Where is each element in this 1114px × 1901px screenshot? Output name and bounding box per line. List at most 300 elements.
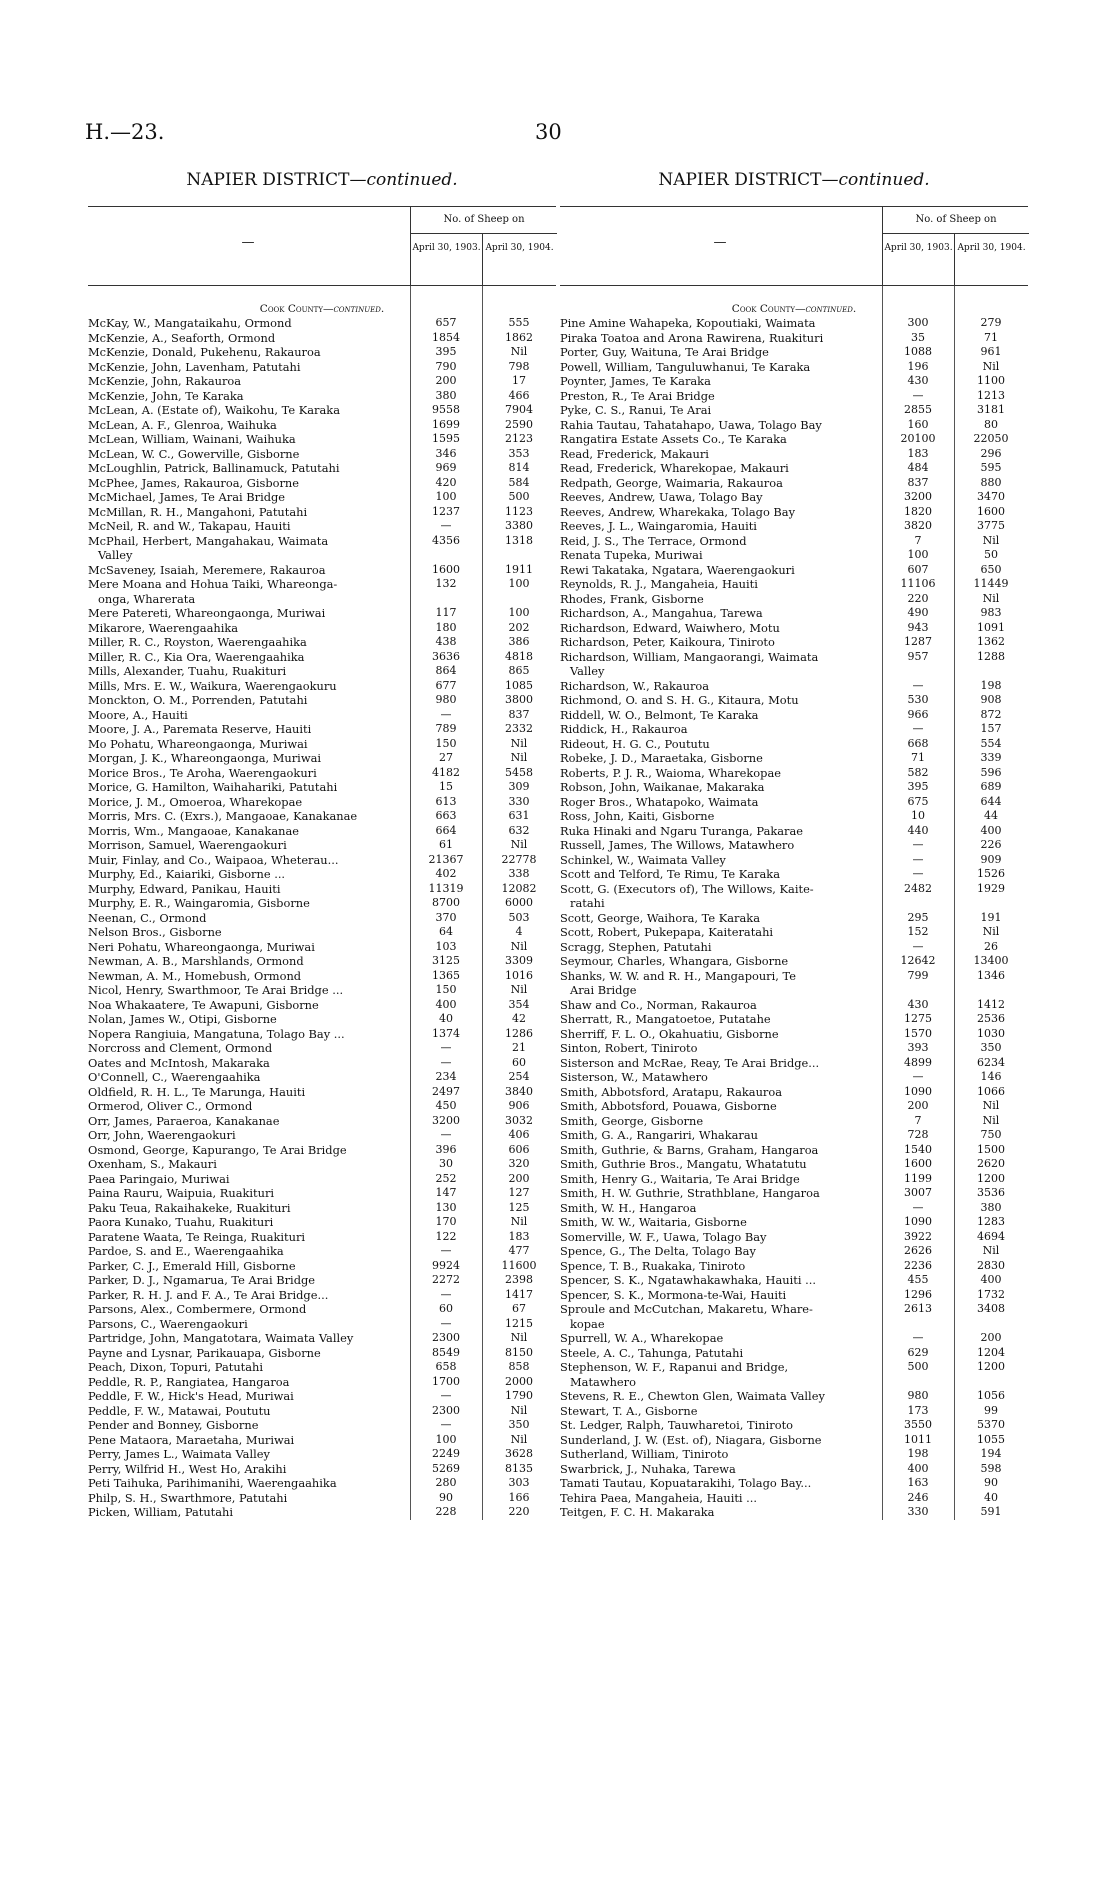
owner-name: Parsons, Alex., Combermere, Ormond	[88, 1302, 307, 1316]
table-row	[560, 1288, 1028, 1303]
table-row	[88, 693, 556, 708]
owner-name: Smith, Abbotsford, Aratapu, Rakauroa	[560, 1084, 782, 1099]
sheep-1904: 1929	[977, 881, 1005, 895]
sheep-1903: —	[912, 939, 924, 953]
owner-name: Pender and Bonney, Gisborne	[88, 1418, 259, 1432]
table-row	[560, 1476, 1028, 1491]
table-row	[560, 403, 1028, 418]
sheep-1904: 1526	[977, 867, 1005, 880]
left-column	[88, 168, 556, 1520]
sheep-1903: 2497	[432, 1084, 460, 1098]
table-row	[560, 534, 1028, 549]
table-row	[560, 592, 1028, 607]
owner-name: Paina Rauru, Waipuia, Ruakituri	[88, 1186, 275, 1200]
sheep-1903: 980	[907, 1389, 929, 1402]
sheep-1903: 3636	[432, 649, 460, 663]
owner-name: McLean, William, Wainani, Waihuka	[88, 432, 296, 446]
sheep-1903: —	[440, 1128, 452, 1141]
owner-name: Paratene Waata, Te Reinga, Ruakituri	[88, 1229, 306, 1244]
sheep-1904: 8135	[505, 1461, 533, 1475]
sheep-1904: 5370	[977, 1418, 1005, 1431]
sheep-1904: 44	[984, 809, 998, 822]
sheep-1904: 4	[515, 925, 523, 938]
sheep-1903: 130	[435, 1200, 457, 1214]
table-row	[560, 1404, 1028, 1419]
sheep-1904: 80	[984, 417, 998, 431]
table-row	[88, 432, 556, 447]
owner-name: Moore, J. A., Paremata Reserve, Hauiti	[88, 722, 312, 736]
table-body	[88, 316, 556, 1520]
table-row	[88, 983, 556, 998]
owner-name: Riddell, W. O., Belmont, Te Karaka	[560, 707, 759, 722]
sheep-1903: 1854	[432, 330, 460, 344]
sheep-1903: 1600	[432, 562, 460, 576]
owner-name: Smith, Guthrie, & Barns, Graham, Hangaroa	[560, 1142, 819, 1157]
owner-name: Morice Bros., Te Aroha, Waerengaokuri	[88, 765, 317, 780]
sheep-1904: 11600	[501, 1258, 537, 1272]
table-row	[88, 447, 556, 462]
owner-name: Schinkel, W., Waimata Valley	[560, 852, 726, 867]
table-row	[88, 795, 556, 810]
sheep-1903: 1595	[432, 432, 460, 445]
sheep-1903: 11319	[428, 881, 464, 895]
sheep-1904: 3775	[977, 519, 1005, 532]
sheep-1904: 961	[980, 345, 1002, 358]
sheep-1903: 15	[439, 780, 453, 793]
owner-name: Arai Bridge	[570, 983, 637, 997]
owner-name: Spencer, S. K., Ngatawhakawhaka, Hauiti ...	[560, 1273, 816, 1287]
sheep-1903: 1090	[904, 1215, 932, 1228]
table-row	[560, 563, 1028, 578]
table-row	[88, 722, 556, 737]
table-row	[560, 1056, 1028, 1071]
sheep-1903: 1365	[432, 968, 460, 982]
table-row	[560, 954, 1028, 969]
sheep-1903: 64	[439, 925, 453, 938]
owner-name: Morris, Wm., Mangaoae, Kanakanae	[88, 823, 300, 838]
header-group: No. of Sheep on	[410, 207, 557, 234]
owner-name: Rideout, H. G. C., Poututu	[560, 736, 710, 751]
owner-name: Norcross and Clement, Ormond	[88, 1041, 273, 1055]
sheep-1903: 613	[435, 794, 457, 808]
sheep-1904: Nil	[510, 1215, 528, 1228]
owner-name: Pyke, C. S., Ranui, Te Arai	[560, 403, 712, 417]
owner-name: Sherriff, F. L. O., Okahuatiu, Gisborne	[560, 1026, 779, 1041]
district-name: NAPIER DISTRICT	[186, 170, 350, 190]
table-row	[88, 519, 556, 534]
sheep-1904: 632	[508, 823, 530, 837]
owner-name: Smith, Guthrie Bros., Mangatu, Whatatutu	[560, 1157, 807, 1171]
sheep-1903: 8549	[432, 1345, 460, 1359]
table-row	[88, 882, 556, 897]
sheep-1904: 22778	[501, 852, 537, 866]
sheep-1903: 61	[439, 838, 453, 851]
table-row	[560, 519, 1028, 534]
sheep-1904: 3309	[505, 954, 533, 967]
sheep-1904: 100	[508, 577, 530, 590]
sheep-1904: 3181	[977, 403, 1005, 416]
owner-name: Roger Bros., Whatapoko, Waimata	[560, 794, 759, 809]
sheep-1903: 393	[907, 1041, 929, 1054]
sheep-1904: 584	[508, 475, 530, 489]
sheep-1904: 183	[508, 1229, 530, 1243]
sheep-1903: 2300	[432, 1403, 460, 1417]
owner-name: Richardson, William, Mangaorangi, Waimata	[560, 649, 819, 664]
sheep-1904: 353	[508, 446, 530, 460]
sheep-1904: 127	[508, 1186, 530, 1199]
owner-name: Sutherland, William, Tiniroto	[560, 1447, 729, 1461]
table-row	[560, 1172, 1028, 1187]
sheep-1903: 582	[907, 765, 929, 779]
sheep-1904: 279	[980, 316, 1002, 329]
table-row	[88, 1360, 556, 1375]
owner-name: Morrison, Samuel, Waerengaokuri	[88, 838, 287, 852]
sheep-1904	[954, 1375, 1028, 1390]
sheep-1903: 629	[907, 1345, 929, 1359]
table-row	[88, 476, 556, 491]
sheep-1904: 220	[508, 1505, 530, 1518]
sheep-1903: 380	[435, 388, 457, 402]
sheep-1903: 2626	[904, 1244, 932, 1257]
owner-name: Teitgen, F. C. H. Makaraka	[560, 1505, 715, 1519]
table-row	[560, 998, 1028, 1013]
sheep-1904: 125	[508, 1200, 530, 1214]
table-row	[560, 882, 1028, 897]
table-row	[88, 1259, 556, 1274]
owner-name: Mills, Alexander, Tuahu, Ruakituri	[88, 664, 287, 678]
table-row	[560, 809, 1028, 824]
table-row	[560, 1099, 1028, 1114]
owner-name: Poynter, James, Te Karaka	[560, 374, 711, 388]
owner-name: Morris, Mrs. C. (Exrs.), Mangaoae, Kanakanae	[88, 809, 358, 823]
owner-name: Valley	[98, 548, 133, 562]
sheep-1903: 438	[435, 635, 457, 648]
table-row	[88, 1230, 556, 1245]
sheep-1904: 11449	[973, 577, 1009, 590]
table-row	[560, 1157, 1028, 1172]
sheep-1904: 837	[508, 707, 530, 721]
sheep-1904: 1066	[977, 1084, 1005, 1098]
sheep-1903: 60	[439, 1302, 453, 1315]
owner-name: Robeke, J. D., Maraetaka, Gisborne	[560, 751, 763, 765]
sheep-1904	[954, 664, 1028, 679]
sheep-1903: 789	[435, 722, 457, 735]
sheep-1904: 354	[508, 997, 530, 1011]
table-row	[560, 722, 1028, 737]
table-row	[560, 447, 1028, 462]
owner-name: Miller, R. C., Kia Ora, Waerengaahika	[88, 649, 305, 664]
sheep-1904: 865	[508, 664, 530, 677]
sheep-1903: 790	[435, 359, 457, 373]
table-row	[88, 635, 556, 650]
sheep-1903: 1199	[904, 1171, 932, 1185]
owner-name: Peddle, F. W., Hick's Head, Muriwai	[88, 1389, 294, 1403]
sheep-1903: 1600	[904, 1157, 932, 1170]
owner-name: Murphy, E. R., Waingaromia, Gisborne	[88, 896, 310, 910]
owner-name: Tamati Tautau, Kopuatarakihi, Tolago Bay...	[560, 1476, 812, 1490]
sheep-1904	[482, 548, 556, 563]
table-row	[560, 1491, 1028, 1506]
table-body	[560, 316, 1028, 1520]
sheep-1903: 117	[435, 606, 457, 619]
sheep-1904: 1204	[977, 1345, 1005, 1359]
table-row	[560, 418, 1028, 433]
owner-name: Sproule and McCutchan, Makaretu, Whare-	[560, 1302, 813, 1316]
sheep-1903: 200	[435, 374, 457, 387]
owner-name: Miller, R. C., Royston, Waerengaahika	[88, 635, 307, 649]
sheep-1903: 200	[907, 1099, 929, 1112]
owner-name: O'Connell, C., Waerengaahika	[88, 1070, 261, 1084]
table-row	[88, 1201, 556, 1216]
sheep-1903: 1275	[904, 1012, 932, 1025]
table-row	[88, 1462, 556, 1477]
section-heading	[560, 302, 1028, 316]
table-row	[560, 389, 1028, 404]
sheep-1904: 477	[508, 1244, 530, 1257]
sheep-1904: 598	[980, 1461, 1002, 1475]
owner-name: Ruka Hinaki and Ngaru Turanga, Pakarae	[560, 823, 804, 838]
owner-name: McSaveney, Isaiah, Meremere, Rakauroa	[88, 562, 326, 577]
sheep-1903: —	[440, 1316, 452, 1330]
owner-name: Pene Mataora, Maraetaha, Muriwai	[88, 1432, 295, 1447]
sheep-1904: 1123	[505, 504, 533, 518]
table-row	[88, 838, 556, 853]
sheep-1904: 3470	[977, 490, 1005, 503]
table-row	[88, 824, 556, 839]
table-row	[560, 1273, 1028, 1288]
sheep-1903: 40	[439, 1012, 453, 1025]
sheep-1903: 7	[914, 1113, 922, 1127]
owner-name: Renata Tupeka, Muriwai	[560, 548, 703, 562]
sheep-1903: 658	[435, 1360, 457, 1373]
table-row	[88, 1157, 556, 1172]
table-row	[88, 1418, 556, 1433]
owner-name: Payne and Lysnar, Parikauapa, Gisborne	[88, 1345, 321, 1360]
header-group: No. of Sheep on	[882, 207, 1029, 234]
owner-name: Pine Amine Wahapeka, Kopoutiaki, Waimata	[560, 316, 816, 330]
table-row	[88, 969, 556, 984]
table-row	[560, 983, 1028, 998]
table-row	[88, 505, 556, 520]
sheep-1903: 3820	[904, 519, 932, 532]
sheep-1903: 3922	[904, 1229, 932, 1243]
sheep-1903: 969	[435, 461, 457, 474]
sheep-1903: 1700	[432, 1374, 460, 1388]
sheep-1903: —	[912, 388, 924, 402]
sheep-1904: Nil	[510, 939, 528, 953]
sheep-1903: 3125	[432, 954, 460, 967]
sheep-1904: 386	[508, 635, 530, 648]
sheep-1904: 814	[508, 461, 530, 474]
table-row	[560, 1230, 1028, 1245]
sheep-1903: 370	[435, 910, 457, 924]
table-row	[88, 766, 556, 781]
sheep-1904: 157	[980, 722, 1002, 735]
sheep-1904: 303	[508, 1476, 530, 1489]
sheep-1904: 26	[984, 939, 998, 953]
owner-name: McKenzie, Donald, Pukehenu, Rakauroa	[88, 345, 321, 359]
owner-name: Robson, John, Waikanae, Makaraka	[560, 780, 765, 794]
table-row	[560, 1462, 1028, 1477]
owner-name: McKenzie, John, Lavenham, Patutahi	[88, 359, 301, 374]
sheep-1903: —	[440, 1418, 452, 1431]
table-row	[560, 1012, 1028, 1027]
sheep-1904: 595	[980, 461, 1002, 474]
owner-name: Roberts, P. J. R., Waioma, Wharekopae	[560, 765, 781, 780]
sheep-1903: 943	[907, 620, 929, 634]
owner-name: Paku Teua, Rakaihakeke, Ruakituri	[88, 1200, 291, 1215]
sheep-1904: 8150	[505, 1345, 533, 1359]
sheep-1903: 4356	[432, 533, 460, 547]
owner-name: McKenzie, John, Te Karaka	[88, 388, 244, 403]
table-row	[560, 1114, 1028, 1129]
owner-name: Parker, R. H. J. and F. A., Te Arai Bridge...	[88, 1287, 329, 1302]
sheep-1904: 13400	[973, 954, 1009, 967]
sheep-1904: 339	[980, 751, 1002, 764]
owner-name: Piraka Toatoa and Arona Rawirena, Ruakituri	[560, 330, 824, 345]
right-column	[560, 168, 1028, 1520]
owner-name: Powell, William, Tanguluwhanui, Te Karaka	[560, 359, 811, 374]
table-row	[560, 1027, 1028, 1042]
sheep-1903: 1287	[904, 635, 932, 648]
sheep-1903: 395	[907, 780, 929, 793]
sheep-1903: 5269	[432, 1461, 460, 1475]
table-row	[560, 374, 1028, 389]
sheep-1903	[410, 548, 482, 563]
sheep-1903: 7	[914, 533, 922, 547]
sheep-1903: 8700	[432, 896, 460, 909]
sheep-1904: 1412	[977, 997, 1005, 1011]
owner-name: Read, Frederick, Wharekopae, Makauri	[560, 461, 789, 475]
sheep-1904: 650	[980, 562, 1002, 576]
sheep-1903: 100	[435, 490, 457, 503]
sheep-1904: 1346	[977, 968, 1005, 982]
sheep-1904: 606	[508, 1142, 530, 1156]
sheep-1903: 35	[911, 330, 925, 344]
table-row	[560, 490, 1028, 505]
owner-name: McNeil, R. and W., Takapau, Hauiti	[88, 519, 291, 533]
sheep-1904: 4818	[505, 649, 533, 663]
sheep-1903: 103	[435, 939, 457, 953]
owner-name: Reid, J. S., The Terrace, Ormond	[560, 533, 747, 548]
sheep-1903: 295	[907, 910, 929, 924]
table-row	[560, 650, 1028, 665]
table-row	[560, 853, 1028, 868]
owner-name: Ross, John, Kaiti, Gisborne	[560, 809, 715, 823]
sheep-1903: 837	[907, 475, 929, 489]
sheep-1903: 3200	[432, 1113, 460, 1127]
sheep-1904: 2123	[505, 432, 533, 445]
sheep-1903: 20100	[900, 432, 936, 445]
table-row	[560, 824, 1028, 839]
sheep-1904: Nil	[982, 591, 1000, 605]
sheep-1903: 799	[907, 968, 929, 982]
table-row	[560, 795, 1028, 810]
sheep-1904: 191	[980, 910, 1002, 924]
owner-name: onga, Wharerata	[98, 591, 196, 606]
table-row	[560, 345, 1028, 360]
sheep-1903: 132	[435, 577, 457, 590]
title-suffix: —continued.	[821, 170, 930, 190]
header-col-1904: April 30, 1904.	[482, 233, 556, 285]
sheep-1904: 1200	[977, 1171, 1005, 1185]
table-row	[560, 1375, 1028, 1390]
sheep-1903: —	[440, 1055, 452, 1069]
table-row	[88, 1244, 556, 1259]
sheep-1904: 2590	[505, 417, 533, 431]
sheep-1903: 677	[435, 678, 457, 692]
sheep-1904: 1091	[977, 620, 1005, 634]
table-row	[88, 563, 556, 578]
sheep-1904: 198	[980, 678, 1002, 692]
table-row	[560, 1143, 1028, 1158]
sheep-1903: —	[440, 707, 452, 721]
sheep-1903: —	[440, 519, 452, 532]
sheep-1903: 440	[907, 823, 929, 837]
owner-name: Reeves, Andrew, Wharekaka, Tolago Bay	[560, 504, 796, 519]
owner-name: St. Ledger, Ralph, Tauwharetoi, Tiniroto	[560, 1418, 794, 1432]
sheep-1903: 395	[435, 345, 457, 358]
section-suffix: —continued.	[322, 303, 385, 315]
sheep-1904: 798	[508, 359, 530, 373]
sheep-1903: 1237	[432, 504, 460, 518]
sheep-1903	[882, 896, 954, 911]
sheep-1904: 40	[984, 1490, 998, 1504]
owner-name: Partridge, John, Mangatotara, Waimata Valley	[88, 1331, 354, 1345]
sheep-1903: 234	[435, 1070, 457, 1083]
owner-name: Philp, S. H., Swarthmore, Patutahi	[88, 1490, 288, 1505]
sheep-1903: —	[912, 838, 924, 851]
sheep-1904: 500	[508, 490, 530, 503]
sheep-1903: 2236	[904, 1258, 932, 1272]
sheep-1904: 909	[980, 852, 1002, 866]
table-row	[88, 650, 556, 665]
sheep-1903: 183	[907, 446, 929, 460]
table-row	[560, 751, 1028, 766]
owner-name: Sunderland, J. W. (Est. of), Niagara, Gisborne	[560, 1432, 822, 1447]
sheep-1904: 1318	[505, 533, 533, 547]
header-col-1904: April 30, 1904.	[954, 233, 1028, 285]
owner-name: Peti Taihuka, Parihimanihi, Waerengaahika	[88, 1476, 337, 1490]
sheep-1903: 300	[907, 316, 929, 329]
sheep-1903: 675	[907, 794, 929, 808]
table-row	[88, 1070, 556, 1085]
table-row	[560, 1201, 1028, 1216]
sheep-1903: 1296	[904, 1287, 932, 1301]
column-title	[88, 168, 556, 192]
sheep-1904: 90	[984, 1476, 998, 1489]
sheep-1903: 1088	[904, 345, 932, 358]
table-row	[88, 1085, 556, 1100]
owner-name: Paora Kunako, Tuahu, Ruakituri	[88, 1215, 274, 1229]
page-number: 30	[535, 120, 562, 144]
owner-name: Neri Pohatu, Whareongaonga, Muriwai	[88, 939, 315, 954]
sheep-1903: 607	[907, 562, 929, 576]
table-row	[560, 1259, 1028, 1274]
sheep-1903: 4899	[904, 1055, 932, 1069]
owner-name: Somerville, W. F., Uawa, Tolago Bay	[560, 1229, 767, 1244]
sheep-1903: 657	[435, 316, 457, 329]
table-header	[560, 206, 1028, 286]
sheep-1904: 380	[980, 1200, 1002, 1214]
sheep-1904: 1732	[977, 1287, 1005, 1301]
owner-name: Tehira Paea, Mangaheia, Hauiti ...	[560, 1490, 758, 1505]
owner-name: Richmond, O. and S. H. G., Kitaura, Motu	[560, 693, 799, 707]
table-row	[560, 780, 1028, 795]
sheep-1904: 7904	[505, 403, 533, 416]
table-row	[560, 577, 1028, 592]
table-row	[560, 1418, 1028, 1433]
